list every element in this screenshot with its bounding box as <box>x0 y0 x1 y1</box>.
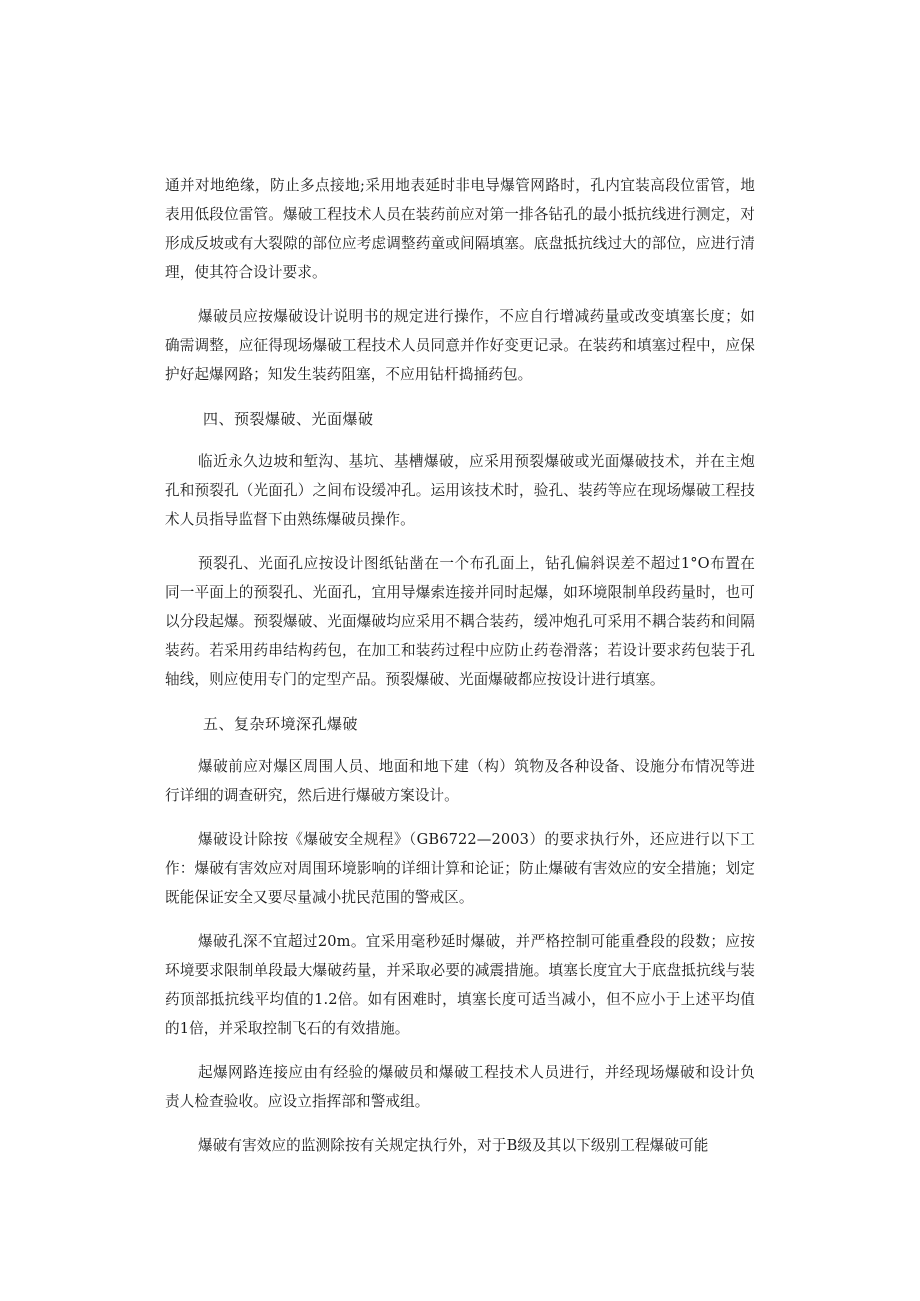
paragraph-site-survey: 爆破前应对爆区周围人员、地面和地下建（构）筑物及各种设备、设施分布情况等进行详细的调查研究，然后进行爆破方案设计。 <box>165 758 755 804</box>
paragraph-effect-monitoring: 爆破有害效应的监测除按有关规定执行外，对于B级及其以下级别工程爆破可能 <box>198 1137 709 1154</box>
paragraph-design-requirements: 爆破设计除按《爆破安全规程》（GB6722—2003）的要求执行外，还应进行以下工作：爆破有害效应对周围环境影响的详细计算和论证；防止爆破有害效应的安全措施；划定既能保证安全又要尽量减小扰民范围的警戒区。 <box>165 831 755 906</box>
section-heading-presplit-smooth-blasting: 四、预裂爆破、光面爆破 <box>203 410 374 428</box>
paragraph-blaster-operation: 爆破员应按爆破设计说明书的规定进行操作，不应自行增减药量或改变填塞长度；如确需调整，应征得现场爆破工程技术人员同意并作好变更记录。在装药和填塞过程中，应保护好起爆网路；知发生装药阻塞，不应用钻杆捣捅药包。 <box>165 308 755 383</box>
paragraph-hole-depth: 爆破孔深不宜超过20m。宜采用毫秒延时爆破，并严格控制可能重叠段的段数；应按环境要求限制单段最大爆破药量，并采取必要的减震措施。填塞长度宜大于底盘抵抗线与装药顶部抵抗线平均值的1.2倍。如有困难时，填塞长度可适当减小，但不应小于上述平均值的1倍，并采取控制飞石的有效措施。 <box>165 933 755 1037</box>
document-body <box>165 171 755 1175</box>
paragraph-presplit-holes: 预裂孔、光面孔应按设计图纸钻凿在一个布孔面上，钻孔偏斜误差不超过1°O布置在同一平面上的预裂孔、光面孔，宜用导爆索连接并同时起爆，如环境限制单段药量时，也可以分段起爆。预裂爆破、光面爆破均应采用不耦合装药，缓冲炮孔可采用不耦合装药和间隔装药。若采用药串结构药包，在加工和装药过程中应防止药卷滑落；若设计要求药包装于孔轴线，则应使用专门的定型产品。预裂爆破、光面爆破都应按设计进行填塞。 <box>165 555 755 688</box>
paragraph-permanent-slope-blasting: 临近永久边坡和堑沟、基坑、基槽爆破，应采用预裂爆破或光面爆破技术，并在主炮孔和预裂孔（光面孔）之间布设缓冲孔。运用该技术时，验孔、装药等应在现场爆破工程技术人员指导监督下由熟练爆破员操作。 <box>165 453 755 528</box>
section-heading-complex-deep-hole-blasting: 五、复杂环境深孔爆破 <box>203 715 359 733</box>
paragraph-charging-insulation: 通并对地绝缘，防止多点接地;采用地表延时非电导爆管网路时，孔内宜装高段位雷管，地表用低段位雷管。爆破工程技术人员在装药前应对第一排各钻孔的最小抵抗线进行测定，对形成反坡或有大裂隙的部位应考虑调整药童或间隔填塞。底盘抵抗线过大的部位，应进行清理，使其符合设计要求。 <box>165 177 755 281</box>
paragraph-initiation-network: 起爆网路连接应由有经验的爆破员和爆破工程技术人员进行，并经现场爆破和设计负责人检查验收。应设立指挥部和警戒组。 <box>165 1064 755 1110</box>
